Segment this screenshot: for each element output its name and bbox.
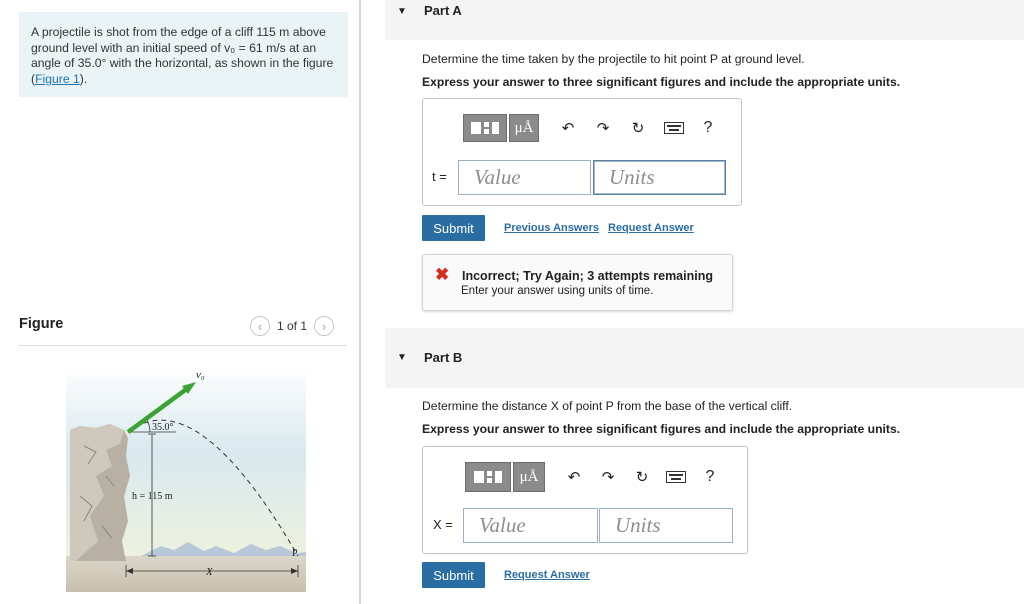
part-a-question: Determine the time taken by the projectile to hit point P at ground level. xyxy=(422,52,805,66)
help-icon[interactable]: ? xyxy=(703,119,713,136)
part-a-request-answer-link[interactable]: Request Answer xyxy=(608,222,694,234)
undo-icon[interactable]: ↶ xyxy=(567,469,581,486)
part-a-submit-button[interactable]: Submit xyxy=(422,215,485,241)
angle-label: 35.0° xyxy=(152,422,174,433)
part-a-variable-label: t = xyxy=(432,169,447,184)
chevron-right-icon[interactable]: › xyxy=(314,316,334,336)
part-b-submit-button[interactable]: Submit xyxy=(422,562,485,588)
part-a-value-input[interactable]: Value xyxy=(458,160,591,195)
units-icon[interactable]: μÅ xyxy=(509,114,539,142)
problem-text-end: ). xyxy=(79,71,88,86)
undo-icon[interactable]: ↶ xyxy=(561,120,575,137)
part-b-question: Determine the distance X of point P from the base of the vertical cliff. xyxy=(422,399,793,413)
keyboard-icon[interactable] xyxy=(665,466,687,488)
problem-statement: A projectile is shot from the edge of a cliff 115 m above ground level with an initial speed of v₀ = 61 m/s at an angle of 35.0° with the horizontal, as shown in the figure (Figure 1). xyxy=(19,12,348,97)
part-a-units-input[interactable]: Units xyxy=(593,160,726,195)
part-b-instruction: Express your answer to three significant figures and include the appropriate units. xyxy=(422,422,901,436)
x-label: X xyxy=(206,566,213,578)
panel-divider[interactable] xyxy=(359,0,361,604)
figure-title: Figure xyxy=(19,316,64,332)
part-b-request-answer-link[interactable]: Request Answer xyxy=(504,569,590,581)
part-b-header[interactable] xyxy=(385,328,1024,388)
previous-answers-link[interactable]: Previous Answers xyxy=(504,222,599,234)
collapse-triangle-icon[interactable]: ▼ xyxy=(397,6,407,17)
projectile-figure xyxy=(66,356,306,592)
redo-icon[interactable]: ↷ xyxy=(596,120,610,137)
part-b-value-input[interactable]: Value xyxy=(463,508,598,543)
figure-divider xyxy=(19,345,347,346)
part-b-title: Part B xyxy=(424,350,463,365)
templates-icon[interactable] xyxy=(463,114,507,142)
collapse-triangle-icon[interactable]: ▼ xyxy=(397,352,407,363)
part-a-instruction: Express your answer to three significant figures and include the appropriate units. xyxy=(422,75,901,89)
part-a-toolbar xyxy=(463,114,719,142)
pager-text: 1 of 1 xyxy=(277,319,308,333)
part-b-toolbar xyxy=(465,462,721,492)
problem-text: A projectile is shot from the edge of a cliff 115 m above ground level with an initial speed of v₀ = 61 m/s at an angle of 35.0° with the horizontal, as shown in the figure xyxy=(31,25,334,71)
part-b-variable-label: X = xyxy=(433,517,453,532)
feedback-title: Incorrect; Try Again; 3 attempts remaining xyxy=(462,269,713,283)
redo-icon[interactable]: ↷ xyxy=(601,469,615,486)
part-a-title: Part A xyxy=(424,3,462,18)
part-a-answer-box xyxy=(422,98,742,206)
reset-icon[interactable]: ↻ xyxy=(631,120,645,137)
part-b-answer-box xyxy=(422,446,748,554)
units-icon[interactable]: μÅ xyxy=(513,462,545,492)
v0-label: v₀ xyxy=(196,369,205,381)
part-a-feedback xyxy=(422,254,733,311)
figure-pager xyxy=(250,316,334,336)
part-a-header[interactable] xyxy=(385,0,1024,40)
part-b-units-input[interactable]: Units xyxy=(599,508,733,543)
figure-link[interactable]: Figure 1 xyxy=(35,71,80,86)
chevron-left-icon[interactable]: ‹ xyxy=(250,316,270,336)
keyboard-icon[interactable] xyxy=(663,117,685,139)
feedback-message: Enter your answer using units of time. xyxy=(461,285,654,297)
reset-icon[interactable]: ↻ xyxy=(635,469,649,486)
error-x-icon: ✖ xyxy=(435,265,450,284)
point-p-label: P xyxy=(292,548,298,559)
templates-icon[interactable] xyxy=(465,462,511,492)
help-icon[interactable]: ? xyxy=(705,468,715,485)
height-label: h = 115 m xyxy=(132,491,173,502)
